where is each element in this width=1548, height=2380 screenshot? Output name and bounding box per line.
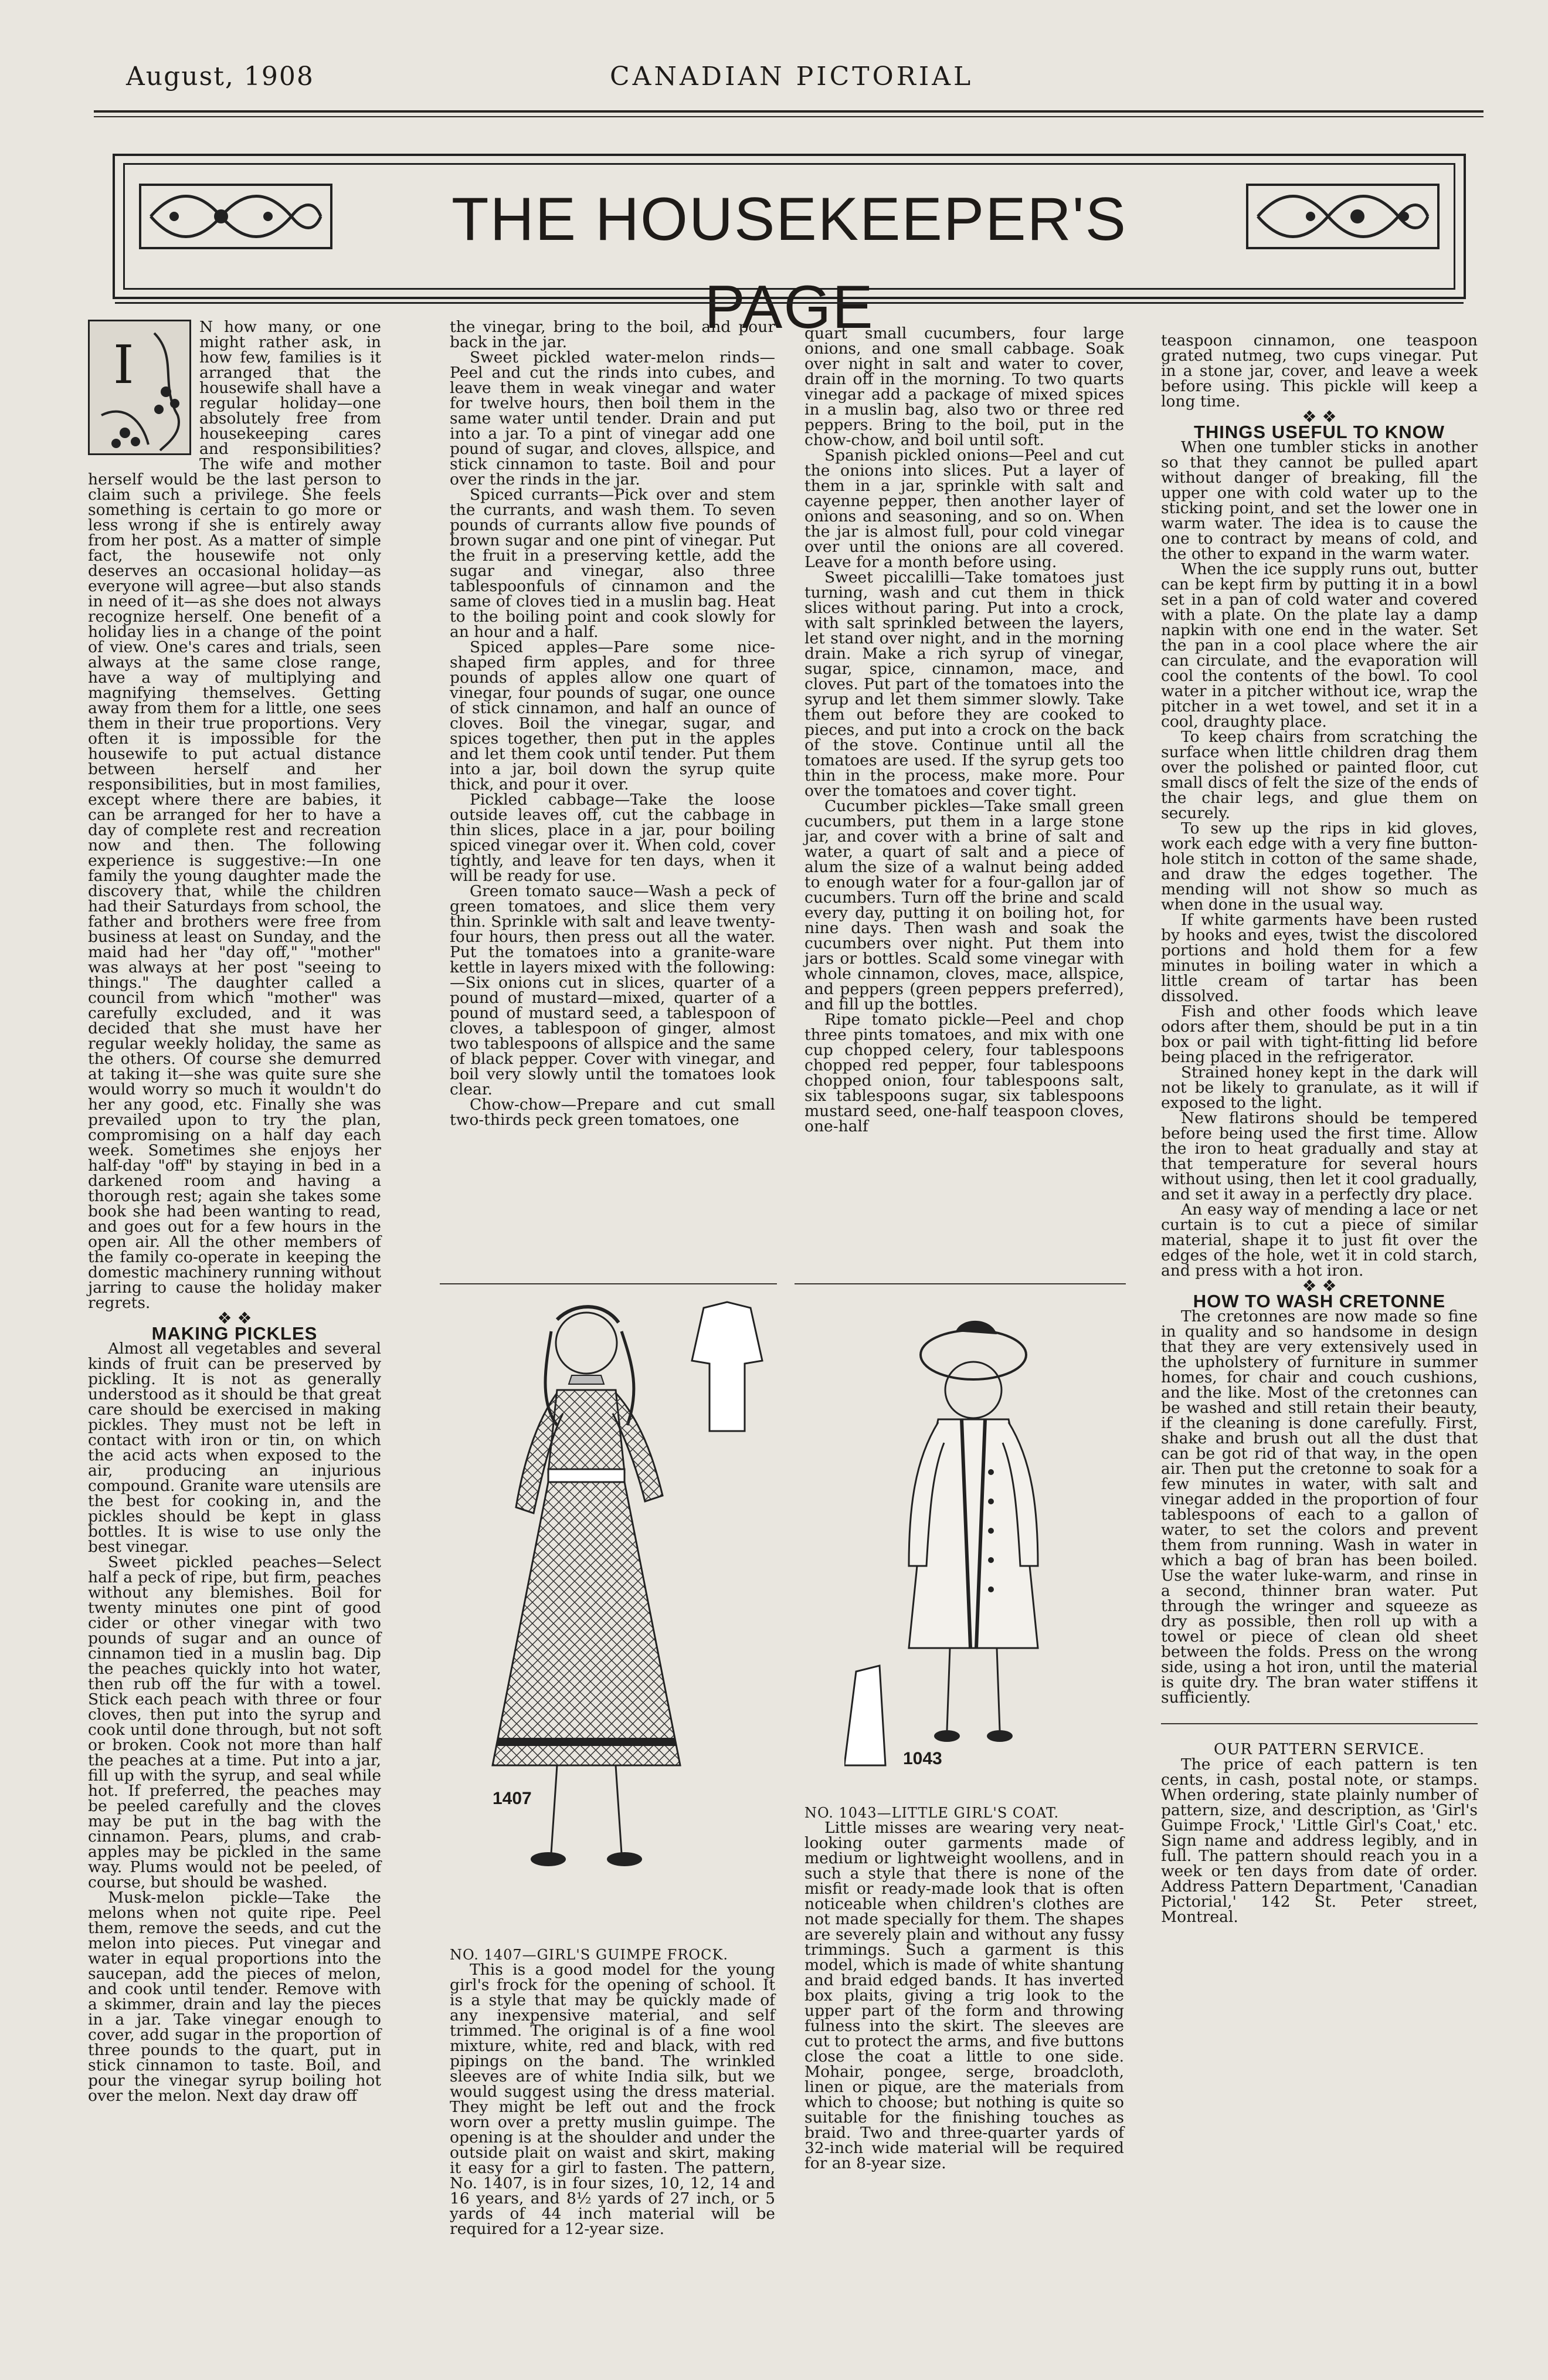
banner-underline [115,302,1464,310]
paragraph: If white garments have been rusted by hooks and eyes, twist the discolored portions and hold them for a few minutes in boiling water in which a little cream of tartar has been dissolved. [1161,911,1478,1005]
guimpe-frock-illustration [469,1296,774,1941]
paragraph: Chow-chow—Prepare and cut small two-thirds peck green tomatoes, one [450,1096,775,1129]
paragraph: Spiced apples—Pare some nice-shaped firm apples, and for three pounds of apples allow one quart of vinegar, four pounds of sugar, one ounce of stick cinnamon, and half an ounce of cloves. Boil the vinegar, sugar, and spices together, then put in the apples and let them cook until tender. Put them into a jar, boil down the syrup quite thick, and pour it over. [450,638,775,794]
paragraph: The price of each pattern is ten cents, in cash, postal note, or stamps. When ordering, state plainly number of pattern, size, and description, as 'Girl's Guimpe Frock,' 'Little Girl's Coat,' etc. Sign name and address legibly, and in full. The pattern should reach you in a week or ten days from date of order. Address Pattern Department, 'Canadian Pictorial,' 142 St. Peter street, Montreal. [1161,1755,1478,1926]
paragraph: New flatirons should be tempered before being used the first time. Allow the iron to heat gradually and stay at that temperature for several hours without using, then let it cool gradually, and set it away in a perfectly dry place. [1161,1109,1478,1203]
paragraph: Strained honey kept in the dark will not be likely to granulate, as it will if exposed to the light. [1161,1063,1478,1112]
paragraph: The cretonnes are now made so fine in quality and so handsome in design that they are very extensively used in the upholstery of furniture in summer homes, for chair and couch cushions, and the like. Most of the cretonnes can be washed and still retain their beauty, if the cleaning is done carefully. First, shake and brush out all the dust that can be got rid of that way, in the open air. Then put the cretonne to soak for a few minutes in water, with salt and vinegar added in the proportion of four tablespoons of each to a gallon of water, to set the colors and prevent them from running. Wash in water in which a bag of bran has been boiled. Use the water luke-warm, and rinse in a second, thinner bran water. Put through the wringer and squeeze as dry as possible, then roll up with a towel or piece of clean old sheet between the folds. Press on the wrong side, using a hot iron, until the material is quite dry. The bran water stiffens it sufficiently. [1161,1307,1478,1707]
frock-description [450,1947,775,2237]
paragraph: When one tumbler sticks in another so that they cannot be pulled apart without danger of breaking, fill the upper one with cold water up to the sticking point, and set the lower one in warm water. The idea is to cause the one to contract by means of cold, and the other to expand in the warm water. [1161,438,1478,563]
section-rule [1161,1723,1478,1724]
paragraph: Sweet pickled peaches—Select half a peck of ripe, but firm, peaches without any blemishes. Boil for twenty minutes one pint of good cider or other vinegar with two pounds of sugar and an ounce of cinnamon tied in a muslin bag. Dip the peaches quickly into hot water, then rub off the fur with a towel. Stick each peach with three or four cloves, then put into the syrup and cook until done through, but not soft or broken. Cook not more than half the peaches at a time. Put into a jar, fill up with the syrup, and seal while hot. If preferred, the peaches may be peeled carefully and the cloves may be put in the bag with the cinnamon. Pears, plums, and crab-apples may be pickled in the same way. Plums would not be peeled, of course, but should be washed. [88,1553,381,1891]
paragraph: Ripe tomato pickle—Peel and chop three pints tomatoes, and mix with one cup chopped celery, four tablespoons chopped red pepper, four tablespoons chopped onion, four tablespoons salt, six tablespoons sugar, six tablespoons mustard seed, one-half teaspoon cloves, one-half [804,1011,1124,1135]
figure-separator [795,1283,1126,1284]
paragraph: Pickled cabbage—Take the loose outside leaves off, cut the cabbage in thin slices, place in a jar, pour boiling spiced vinegar over it. When cold, cover tightly, and leave for ten days, when it will be ready for use. [450,791,775,885]
right-ornament-icon [1246,184,1440,249]
drop-cap [88,320,191,455]
frock-caption: NO. 1407—GIRL'S GUIMPE FROCK. [450,1947,729,1963]
section-heading: HOW TO WASH CRETONNE [1193,1291,1446,1311]
section-ornament: ❖ ❖ [1302,407,1337,426]
issue-date: August, 1908 [126,62,314,91]
page-title: THE HOUSEKEEPER'S PAGE [451,185,1127,341]
little-girls-coat-illustration [844,1320,1102,1789]
paragraph: This is a good model for the young girl's frock for the opening of school. It is a style that may be quickly made of any inexpensive material, and self trimmed. The original is of a fine wool mixture, white, red and black, with red pipings on the band. The wrinkled sleeves are of white India silk, but we would suggest using the dress material. They might be left out and the frock worn over a pretty muslin guimpe. The opening is at the shoulder and under the outside plait on waist and skirt, making it easy for a girl to fasten. The pattern, No. 1407, is in four sizes, 10, 12, 14 and 16 years, and 8½ yards of 27 inch, or 5 yards of 44 inch material will be required for a 12-year size. [450,1961,775,2238]
vine-ornament-icon [90,321,189,453]
section-heading: MAKING PICKLES [151,1323,318,1344]
paragraph: the vinegar, bring to the boil, and pour back in the jar. [450,318,775,351]
figure-separator [440,1283,777,1284]
paragraph: An easy way of mending a lace or net curtain is to cut a piece of similar material, shape it to just fit over the edges of the hole, wet it in cold starch, and press with a hot iron. [1161,1201,1478,1280]
paragraph: Spiced currants—Pick over and stem the currants, and wash them. To seven pounds of currants allow five pounds of brown sugar and one pint of vinegar. Put the fruit in a preserving kettle, add the sugar and vinegar, also three tablespoonfuls of cinnamon and the same of cloves tied in a muslin bag. Heat to the boiling point and cook slowly for an hour and a half. [450,486,775,641]
paragraph: Sweet pickled water-melon rinds—Peel and cut the rinds into cubes, and leave them in weak vinegar and water for twelve hours, then boil them in the same water until tender. Drain and put into a jar. To a pint of vinegar add one pound of sugar, and cloves, allspice, and stick cinnamon to taste. Boil and pour over the rinds in the jar. [450,348,775,489]
header-rule-thin [94,116,1483,117]
paragraph: quart small cucumbers, four large onions, and one small cabbage. Soak over night in salt and water to cover, drain off in the morning. To two quarts vinegar add a package of mixed spices in a muslin bag, also two or three red peppers. Bring to the boil, put in the chow-chow, and boil until soft. [804,324,1124,449]
paragraph: Sweet piccalilli—Take tomatoes just turning, wash and cut them in thick slices without paring. Put into a crock, with salt sprinkled between the layers, let stand over night, and in the morning drain. Make a rich syrup of vinegar, sugar, spice, cinnamon, mace, and cloves. Put part of the tomatoes into the syrup and let them simmer slowly. Take them out before they are cooked to pieces, and put into a crock on the back of the stove. Continue until all the tomatoes are used. If the syrup gets too thin in the process, make more. Pour over the tomatoes and cover tight. [804,568,1124,800]
magazine-title: CANADIAN PICTORIAL [610,62,974,91]
section-heading: OUR PATTERN SERVICE. [1214,1741,1425,1758]
paragraph: teaspoon cinnamon, one teaspoon grated nutmeg, two cups vinegar. Put in a stone jar, cover, and leave a week before using. This pickle will keep a long time. [1161,331,1478,411]
column-3 [804,326,1124,1134]
column-1 [88,320,381,2104]
column-4 [1161,333,1478,1925]
section-ornament: ❖ ❖ [1302,1276,1337,1296]
paragraph: Cucumber pickles—Take small green cucumbers, put them in a large stone jar, and cover with a brine of salt and water, a quart of salt and a piece of alum the size of a walnut being added to enough water for a four-gallon jar of cucumbers. Turn off the brine and scald every day, putting it on boiling hot, for nine days. Then wash and soak the cucumbers over night. Put them into jars or bottles. Scald some vinegar with whole cinnamon, cloves, mace, allspice, and peppers (green peppers preferred), and fill up the bottles. [804,797,1124,1013]
paragraph: Musk-melon pickle—Take the melons when not quite ripe. Peel them, remove the seeds, and cut the melon into pieces. Put vinegar and water in equal proportions into the saucepan, add the pieces of melon, and cook until tender. Remove with a skimmer, drain and lay the pieces in a jar. Take vinegar enough to cover, add sugar in the proportion of three pounds to the quart, put in stick cinnamon to taste. Boil, and pour the vinegar syrup boiling hot over the melon. Next day draw off [88,1889,381,2105]
drop-cap-letter: I [113,334,134,396]
paragraph: To sew up the rips in kid gloves, work each edge with a very fine button-hole stitch in cotton of the same shade, and draw the edges together. The mending will not show so much as when done in the usual way. [1161,819,1478,914]
paragraph: When the ice supply runs out, butter can be kept firm by putting it in a bowl set in a pan of cold water and covered with a plate. On the plate lay a damp napkin with one end in the water. Set the pan in a cool place where the air can circulate, and the evaporation will cool the contents of the bowl. To cool water in a pitcher without ice, wrap the pitcher in a wet towel, and set it in a cool, draughty place. [1161,560,1478,731]
section-ornament: ❖ ❖ [217,1308,252,1328]
section-heading: THINGS USEFUL TO KNOW [1193,422,1445,442]
coat-caption: NO. 1043—LITTLE GIRL'S COAT. [804,1805,1060,1821]
coat-pattern-number: 1043 [903,1749,942,1768]
paragraph: Spanish pickled onions—Peel and cut the onions into slices. Put a layer of them in a jar, sprinkle with salt and cayenne pepper, then another layer of onions and seasoning, and so on. When the jar is almost full, pour cold vinegar over until the onions are all covered. Leave for a month before using. [804,446,1124,571]
left-ornament-icon [139,184,332,249]
paragraph: Little misses are wearing very neat-looking outer garments made of medium or lightweight woollens, and in such a style that there is none of the misfit or ready-made look that is often noticeable when children's clothes are not made specially for them. The shapes are severely plain and without any fussy trimmings. Such a garment is this model, which is made of white shantung and braid edged bands. It has inverted box plaits, giving a trig look to the upper part of the form and throwing fulness into the skirt. The sleeves are cut to protect the arms, and five buttons close the coat a little to one side. Mohair, pongee, serge, broadcloth, linen or pique, are the materials from which to choose; but nothing is quite so suitable for the finishing touches as braid. Two and three-quarter yards of 32-inch wide material will be required for an 8-year size. [804,1819,1124,2172]
paragraph: Almost all vegetables and several kinds of fruit can be preserved by pickling. It is not as generally understood as it should be that great care should be exercised in making pickles. They must not be left in contact with iron or tin, on which the acid acts when exposed to the air, producing an injurious compound. Granite ware utensils are the best for cooking in, and the pickles should be kept in glass bottles. It is wise to use only the best vinegar. [88,1340,381,1556]
intro-paragraph: N how many, or one might rather ask, in how few, families is it arranged that the housewife shall have a regular holiday—one absolutely free from housekeeping cares and responsibilities? The wife and mother herself would be the last person to claim such a privilege. She feels something is certain to go more or less wrong if she is entirely away from her post. As a matter of simple fact, the housewife not only deserves an occasional holiday—as everyone will agree—but also stands in need of it—as she does not always recognize herself. One benefit of a holiday lies in a change of the point of view. One's cares and trials, seen always at the same close range, have a way of multiplying and magnifying themselves. Getting away from them for a little, one sees them in their true proportions. Very often it is impossible for the housewife to put actual distance between herself and her responsibilities, but in most families, except where there are babies, it can be arranged for her to have a day of complete rest and recreation now and then. The following experience is suggestive:—In one family the young daughter made the discovery that, while the children had their Saturdays from school, the father and brothers were free from business at least on Sunday, and the maid had her "day off," "mother" was always at her post "seeing to things." The daughter called a council from which "mother" was carefully excluded, and it was decided that she must have her regular weekly holiday, the same as the others. Of course she demurred at taking it—she was quite sure she would worry so much it wouldn't do her any good, etc. Finally she was prevailed upon to try the plan, compromising on a half day each week. Sometimes she enjoys her half-day "off" by staying in bed in a darkened room and having a thorough rest; again she takes some book she had been wanting to read, and goes out for a few hours in the open air. All the other members of the family co-operate in keeping the domestic machinery running without jarring to cause the holiday maker regrets. [88,318,381,1312]
paragraph: Green tomato sauce—Wash a peck of green tomatoes, and slice them very thin. Sprinkle with salt and leave twenty-four hours, then press out all the water. Put the tomatoes into a granite-ware kettle in layers mixed with the following:—Six onions cut in slices, quarter of a pound of mustard—mixed, quarter of a pound of mustard seed, a tablespoon of cloves, a tablespoon of ginger, almost two tablespoons of allspice and the same of black pepper. Cover with vinegar, and boil very slowly until the tomatoes look clear. [450,882,775,1099]
paragraph: To keep chairs from scratching the surface when little children drag them over the polished or painted floor, cut small discs of felt the size of the ends of the chair legs, and glue them on securely. [1161,728,1478,822]
paragraph: Fish and other foods which leave odors after them, should be put in a tin box or pail with tight-fitting lid before being placed in the refrigerator. [1161,1002,1478,1066]
coat-description [804,1805,1124,2171]
column-2 [450,320,775,1128]
frock-pattern-number: 1407 [493,1789,532,1808]
header-rule [94,110,1483,113]
